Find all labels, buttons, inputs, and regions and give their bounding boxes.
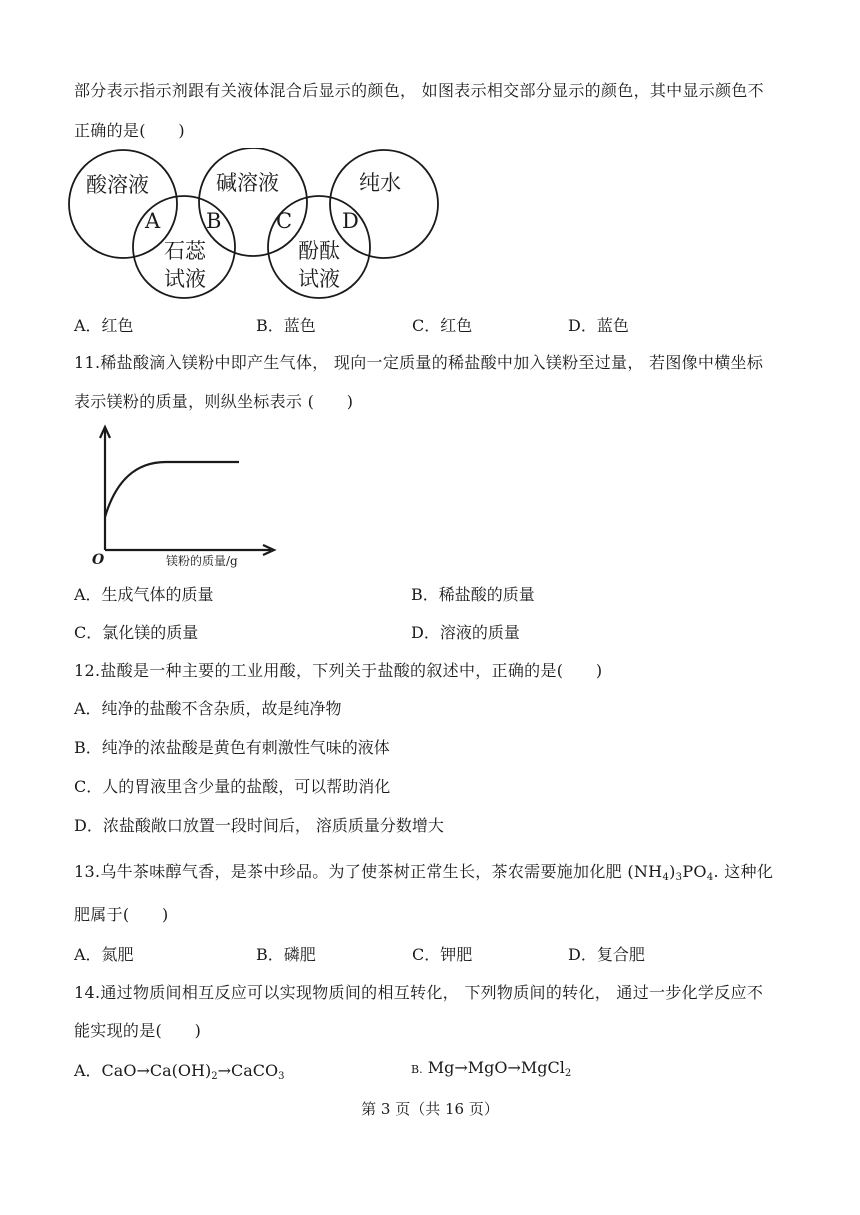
- region-b: B: [206, 209, 222, 233]
- origin-label: O: [92, 552, 105, 568]
- q10-option-c: C．红色: [412, 316, 473, 335]
- region-c: C: [276, 209, 293, 233]
- q14-stem-line2: 能实现的是( ): [74, 1021, 202, 1040]
- q12-stem: 12.盐酸是一种主要的工业用酸，下列关于盐酸的叙述中，正确的是( ): [74, 661, 603, 680]
- q13-option-d: D．复合肥: [568, 945, 645, 964]
- q10-option-a: A．红色: [74, 316, 134, 335]
- q14-option-a: A．$CaO\to Ca(OH)_2\to CaCO_3$: [74, 1061, 285, 1082]
- acid-circle: [69, 150, 177, 258]
- q13-stem-line1: 13.乌牛茶味醇气香，是茶中珍品。为了使茶树正常生长，茶农需要施加化肥 $(NH_4)_3PO_4$. 这种化: [74, 862, 774, 883]
- phenol-label-2: 试液: [298, 267, 340, 291]
- curve: [105, 462, 239, 517]
- acid-label: 酸溶液: [86, 173, 149, 197]
- q10-stem-line1: 部分表示指示剂跟有关液体混合后显示的颜色， 如图表示相交部分显示的颜色，其中显示颜色不: [74, 81, 764, 100]
- q13-stem-line2: 肥属于( ): [74, 905, 169, 924]
- base-label: 碱溶液: [216, 171, 279, 195]
- x-axis-label: 镁粉的质量/g: [166, 554, 238, 568]
- q10-option-b: B．蓝色: [256, 316, 316, 335]
- q14-stem-line1: 14.通过物质间相互反应可以实现物质间的相互转化， 下列物质间的转化， 通过一步化学反应不: [74, 983, 764, 1002]
- q11-graph: [86, 420, 286, 570]
- q10-option-d: D．蓝色: [568, 316, 629, 335]
- base-circle: [199, 148, 307, 256]
- q11-option-d: D．溶液的质量: [411, 623, 520, 642]
- q11-option-a: A．生成气体的质量: [74, 585, 214, 604]
- water-label: 纯水: [359, 171, 401, 195]
- q13-option-b: B．磷肥: [256, 945, 316, 964]
- litmus-label-2: 试液: [164, 267, 206, 291]
- q10-stem-line2: 正确的是( ): [74, 121, 185, 140]
- q13-option-a: A．氮肥: [74, 945, 134, 964]
- litmus-label-1: 石蕊: [164, 239, 206, 263]
- q13-option-c: C．钾肥: [412, 945, 473, 964]
- region-d: D: [342, 209, 359, 233]
- q11-stem-line1: 11.稀盐酸滴入镁粉中即产生气体， 现向一定质量的稀盐酸中加入镁粉至过量， 若图像中横坐标: [74, 353, 764, 372]
- q12-option-a: A．纯净的盐酸不含杂质，故是纯净物: [74, 699, 342, 718]
- q11-option-c: C．氯化镁的质量: [74, 623, 199, 642]
- phenol-label-1: 酚酞: [298, 239, 340, 263]
- q11-option-b: B．稀盐酸的质量: [411, 585, 535, 604]
- region-a: A: [145, 209, 161, 233]
- q12-option-b: B．纯净的浓盐酸是黄色有刺激性气味的液体: [74, 738, 390, 757]
- page-footer: 第 3 页（共 16 页）: [361, 1100, 499, 1118]
- q12-option-d: D．浓盐酸敞口放置一段时间后， 溶质质量分数增大: [74, 816, 444, 835]
- q11-stem-line2: 表示镁粉的质量，则纵坐标表示 ( ): [74, 392, 354, 411]
- indicator-venn-diagram: [66, 148, 446, 308]
- q12-option-c: C．人的胃液里含少量的盐酸，可以帮助消化: [74, 777, 391, 796]
- q14-option-b: B. Mg→MgO→MgCl$_2$: [411, 1058, 572, 1079]
